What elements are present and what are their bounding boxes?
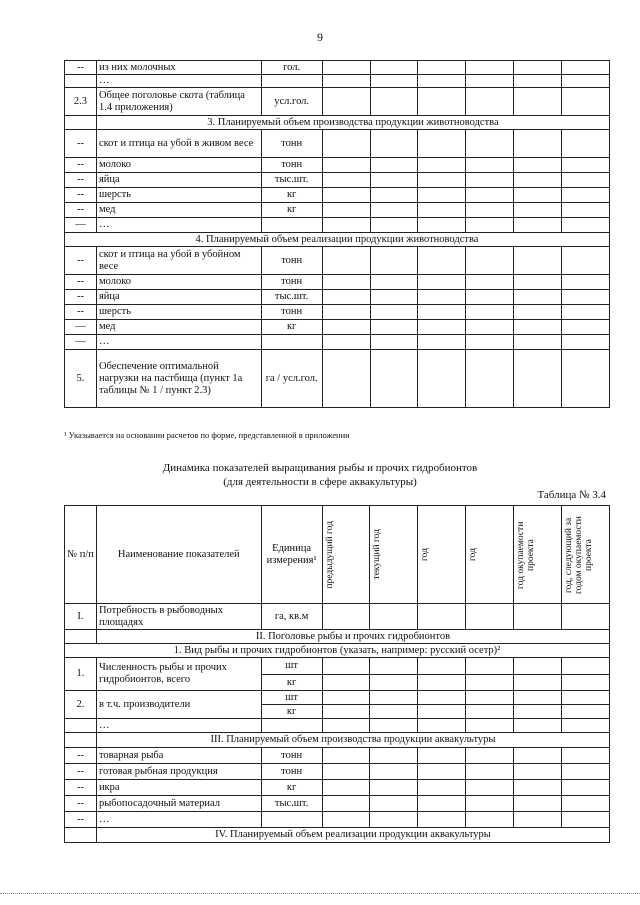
section-row: [65, 233, 610, 247]
empty-cell: [322, 275, 370, 290]
header-year-b: год: [468, 548, 479, 561]
empty-cell: [466, 320, 514, 335]
table-row: 1. Численность рыбы и прочих гидробионтов, всего шт: [65, 658, 610, 675]
row-unit: тыс.шт.: [261, 173, 322, 188]
empty-cell: [322, 61, 370, 75]
header-cur-year: текущий год: [372, 529, 383, 580]
row-unit: тонн: [261, 247, 322, 275]
empty-cell: [322, 158, 370, 173]
row-name: мед: [96, 203, 261, 218]
empty-cell: [514, 305, 562, 320]
table-row: 2. в т.ч. производители шт: [65, 691, 610, 705]
table-row: [65, 218, 610, 233]
row-name: шерсть: [96, 305, 261, 320]
empty-cell: [418, 61, 466, 75]
table-row: -- товарная рыба тонн: [65, 748, 610, 764]
empty-cell: [322, 305, 370, 320]
empty-cell: [562, 61, 610, 75]
empty-cell: [418, 188, 466, 203]
empty-cell: [322, 350, 370, 408]
table-row: [65, 290, 610, 305]
row-name: мед: [96, 320, 261, 335]
header-prev-year: предыдущий год: [324, 520, 335, 589]
empty-cell: [514, 275, 562, 290]
table-row: [65, 188, 610, 203]
empty-cell: [562, 290, 610, 305]
empty-cell: [514, 203, 562, 218]
empty-cell: [418, 130, 466, 158]
aquaculture-table: [64, 505, 610, 843]
empty-cell: [370, 320, 418, 335]
table-row: …: [65, 719, 610, 733]
row-number: --: [65, 247, 97, 275]
empty-cell: [418, 173, 466, 188]
empty-cell: [466, 88, 514, 116]
section-title: 4. Планируемый объем реализации продукции животноводства: [65, 233, 610, 247]
empty-cell: [322, 75, 370, 88]
table-row: [65, 203, 610, 218]
empty-cell: [466, 305, 514, 320]
header-unit: Единица измерения¹: [261, 506, 322, 604]
empty-cell: [466, 335, 514, 350]
table-row: [65, 75, 610, 88]
empty-cell: [322, 188, 370, 203]
row-unit: [261, 335, 322, 350]
section-title: 3. Планируемый объем производства продукции животноводства: [96, 116, 609, 130]
empty-cell: [418, 275, 466, 290]
row-name: молоко: [96, 158, 261, 173]
row-name: скот и птица на убой в убойном весе: [96, 247, 261, 275]
row-unit: кг: [261, 188, 322, 203]
table-row: кг: [65, 675, 610, 691]
section-row: II. Поголовье рыбы и прочих гидробионтов: [65, 630, 610, 644]
page-number: 9: [317, 30, 323, 44]
empty-cell: [418, 335, 466, 350]
table-row: [65, 88, 610, 116]
row-number: --: [65, 61, 97, 75]
row-number: —: [65, 335, 97, 350]
row-number: [65, 75, 97, 88]
empty-cell: [370, 173, 418, 188]
row-name: шерсть: [96, 188, 261, 203]
table-row: I. Потребность в рыбоводных площадях га, кв.м: [65, 604, 610, 630]
empty-cell: [562, 88, 610, 116]
empty-cell: [370, 203, 418, 218]
empty-cell: [370, 88, 418, 116]
section-row: 1. Вид рыбы и прочих гидробионтов (указать, например: русский осетр)²: [65, 644, 610, 658]
empty-cell: [514, 320, 562, 335]
row-name: яйца: [96, 173, 261, 188]
empty-cell: [370, 158, 418, 173]
header-year-a: год: [420, 548, 431, 561]
empty-cell: [514, 173, 562, 188]
empty-cell: [370, 130, 418, 158]
empty-cell: [562, 335, 610, 350]
empty-cell: [466, 61, 514, 75]
row-unit: кг: [261, 203, 322, 218]
table-row: [65, 275, 610, 290]
row-name: …: [96, 75, 261, 88]
empty-cell: [466, 218, 514, 233]
empty-cell: [514, 75, 562, 88]
empty-cell: [514, 130, 562, 158]
empty-cell: [418, 218, 466, 233]
row-number: --: [65, 158, 97, 173]
table-row: -- икра кг: [65, 780, 610, 796]
table-subtitle: (для деятельности в сфере аквакультуры): [223, 476, 417, 488]
row-unit: [261, 75, 322, 88]
table-number: Таблица № 3.4: [537, 489, 606, 501]
row-unit: тонн: [261, 158, 322, 173]
empty-cell: [514, 350, 562, 408]
row-number: --: [65, 305, 97, 320]
table-row: [65, 247, 610, 275]
empty-cell: [562, 130, 610, 158]
section-row: [65, 116, 610, 130]
empty-cell: [466, 275, 514, 290]
row-unit: тыс.шт.: [261, 290, 322, 305]
row-name: молоко: [96, 275, 261, 290]
table-row: -- …: [65, 812, 610, 828]
empty-cell: [514, 335, 562, 350]
empty-cell: [370, 335, 418, 350]
empty-cell: [370, 218, 418, 233]
empty-cell: [562, 350, 610, 408]
empty-cell: [322, 335, 370, 350]
table-row: [65, 158, 610, 173]
empty-cell: [322, 88, 370, 116]
empty-cell: [514, 61, 562, 75]
row-unit: [261, 218, 322, 233]
empty-cell: [322, 173, 370, 188]
empty-cell: [418, 305, 466, 320]
row-name: скот и птица на убой в живом весе: [96, 130, 261, 158]
empty-cell: [322, 203, 370, 218]
section-row: IV. Планируемый объем реализации продукции аквакультуры: [65, 828, 610, 843]
empty-cell: [370, 75, 418, 88]
row-name: Общее поголовье скота (таблица 1.4 приложения): [96, 88, 261, 116]
empty-cell: [322, 290, 370, 305]
empty-cell: [514, 188, 562, 203]
empty-cell: [370, 350, 418, 408]
empty-cell: [562, 173, 610, 188]
empty-cell: [466, 130, 514, 158]
table-row: -- готовая рыбная продукция тонн: [65, 764, 610, 780]
row-unit: тонн: [261, 130, 322, 158]
empty-cell: [322, 320, 370, 335]
empty-cell: [562, 203, 610, 218]
empty-cell: [418, 350, 466, 408]
row-unit: тонн: [261, 305, 322, 320]
table-row: [65, 350, 610, 408]
empty-cell: [322, 130, 370, 158]
empty-cell: [370, 61, 418, 75]
header-name: Наименование показателей: [96, 506, 261, 604]
row-number: —: [65, 218, 97, 233]
empty-cell: [562, 320, 610, 335]
table-row: [65, 320, 610, 335]
bottom-divider: [0, 893, 640, 894]
empty-cell: [466, 75, 514, 88]
header-next-year: год, следующий за годом окупаемости проекта: [564, 515, 594, 594]
empty-cell: [418, 158, 466, 173]
empty-cell: [514, 290, 562, 305]
row-number: --: [65, 275, 97, 290]
empty-cell: [466, 173, 514, 188]
row-number: 2.3: [65, 88, 97, 116]
table-row: [65, 173, 610, 188]
empty-cell: [562, 218, 610, 233]
empty-cell: [466, 188, 514, 203]
empty-cell: [466, 290, 514, 305]
empty-cell: [466, 158, 514, 173]
row-unit: усл.гол.: [261, 88, 322, 116]
empty-cell: [466, 203, 514, 218]
row-unit: га / усл.гол.: [261, 350, 322, 408]
table-title: Динамика показателей выращивания рыбы и прочих гидробионтов: [162, 462, 478, 474]
row-number: --: [65, 290, 97, 305]
row-name: …: [96, 335, 261, 350]
header-row: [65, 506, 610, 604]
empty-cell: [562, 275, 610, 290]
empty-cell: [370, 247, 418, 275]
empty-cell: [514, 218, 562, 233]
empty-cell: [322, 218, 370, 233]
empty-cell: [370, 290, 418, 305]
livestock-table: [64, 60, 610, 408]
row-number: --: [65, 130, 97, 158]
table-row: [65, 61, 610, 75]
empty-cell: [466, 350, 514, 408]
empty-cell: [418, 203, 466, 218]
table-row: кг: [65, 705, 610, 719]
empty-cell: [466, 247, 514, 275]
header-payback: год окупаемости проекта: [516, 520, 537, 589]
row-number: —: [65, 320, 97, 335]
empty-cell: [514, 88, 562, 116]
row-number: --: [65, 203, 97, 218]
table-row: [65, 130, 610, 158]
row-unit: гол.: [261, 61, 322, 75]
section-row: III. Планируемый объем производства продукции аквакультуры: [65, 733, 610, 748]
table-row: -- рыбопосадочный материал тыс.шт.: [65, 796, 610, 812]
footnote: ¹ Указывается на основании расчетов по форме, представленной в приложении: [64, 430, 350, 440]
table-row: [65, 305, 610, 320]
row-name: Обеспечение оптимальной нагрузки на пастбища (пункт 1а таблицы № 1 / пункт 2.3): [96, 350, 261, 408]
empty-cell: [418, 88, 466, 116]
empty-cell: [514, 247, 562, 275]
table-row: [65, 335, 610, 350]
row-number: 5.: [65, 350, 97, 408]
empty-cell: [562, 305, 610, 320]
empty-cell: [418, 320, 466, 335]
empty-cell: [370, 188, 418, 203]
row-name: из них молочных: [96, 61, 261, 75]
empty-cell: [418, 290, 466, 305]
row-name: …: [96, 218, 261, 233]
empty-cell: [562, 75, 610, 88]
row-number: --: [65, 188, 97, 203]
row-name: яйца: [96, 290, 261, 305]
empty-cell: [514, 158, 562, 173]
header-num: № п/п: [65, 506, 97, 604]
empty-cell: [562, 188, 610, 203]
empty-cell: [370, 305, 418, 320]
row-unit: тонн: [261, 275, 322, 290]
row-number: --: [65, 173, 97, 188]
empty-cell: [370, 275, 418, 290]
empty-cell: [562, 158, 610, 173]
empty-cell: [322, 247, 370, 275]
empty-cell: [418, 75, 466, 88]
empty-cell: [562, 247, 610, 275]
row-unit: кг: [261, 320, 322, 335]
empty-cell: [418, 247, 466, 275]
